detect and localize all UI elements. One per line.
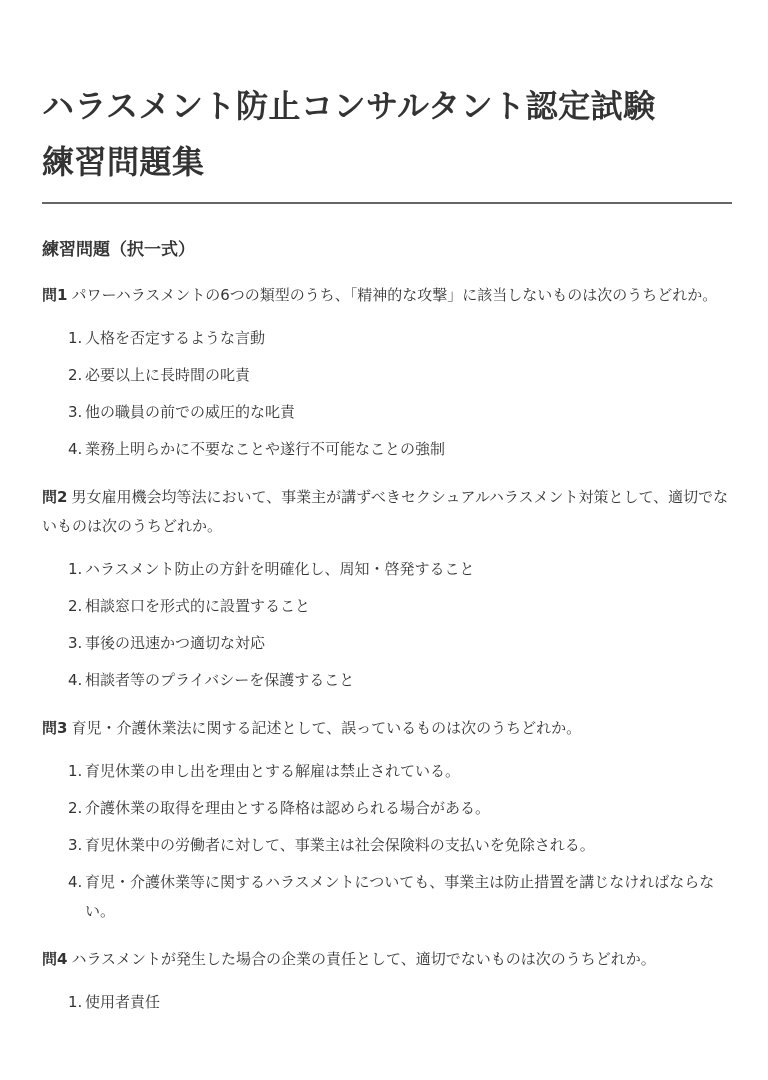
choice-text: 業務上明らかに不要なことや遂行不可能なことの強制 [85,440,446,458]
question-3-text [42,714,732,743]
choice-number: 3. [68,836,83,854]
choice-number: 3. [68,634,83,652]
choice-text: ハラスメント防止の方針を明確化し、周知・啓発すること [85,560,475,578]
question-1-text [42,281,732,310]
question-4 [42,945,732,1017]
question-3-choice-1 [68,757,732,786]
document-title-line-1: ハラスメント防止コンサルタント認定試験 [42,87,656,125]
choice-number: 3. [68,403,83,421]
choice-text: 人格を否定するような言動 [85,329,266,347]
question-3-choice-4 [68,868,732,926]
question-2-body: 男女雇用機会均等法において、事業主が講ずべきセクシュアルハラスメント対策として、適切でないものは次のうちどれか。 [42,488,729,535]
question-4-choices [42,988,732,1017]
choice-number: 1. [68,329,83,347]
choice-number: 4. [68,671,83,689]
choice-text: 相談窓口を形式的に設置すること [85,597,311,615]
question-2-text [42,483,732,541]
section-heading: 練習問題（択一式） [42,240,195,260]
question-3-choice-3 [68,831,732,860]
document-title-line-2: 練習問題集 [42,143,205,181]
question-3 [42,714,732,926]
question-2-choice-2 [68,592,732,621]
choice-number: 1. [68,762,83,780]
question-1-choice-4 [68,435,732,464]
choice-number: 4. [68,440,83,458]
choice-text: 育児休業中の労働者に対して、事業主は社会保険料の支払いを免除される。 [85,836,595,854]
question-4-number: 問4 [42,950,68,968]
choice-text: 事後の迅速かつ適切な対応 [85,634,266,652]
question-2-number: 問2 [42,488,68,506]
question-3-choices [42,757,732,926]
question-2-choices [42,555,732,695]
choice-text: 相談者等のプライバシーを保護すること [85,671,355,689]
choice-number: 1. [68,560,83,578]
choice-text: 必要以上に長時間の叱責 [85,366,251,384]
question-1-choices [42,324,732,464]
choice-number: 2. [68,597,83,615]
question-2-choice-4 [68,666,732,695]
question-1-choice-3 [68,398,732,427]
question-4-choice-1 [68,988,732,1017]
choice-number: 4. [68,873,83,891]
question-2 [42,483,732,695]
choice-text: 使用者責任 [85,993,161,1011]
question-3-number: 問3 [42,719,68,737]
choice-text: 介護休業の取得を理由とする降格は認められる場合がある。 [85,799,491,817]
question-1-body: パワーハラスメントの6つの類型のうち、「精神的な攻撃」に該当しないものは次のうちどれか。 [71,286,718,304]
choice-number: 2. [68,799,83,817]
document-title [42,78,732,190]
choice-text: 育児休業の申し出を理由とする解雇は禁止されている。 [85,762,461,780]
question-1 [42,281,732,464]
question-2-choice-1 [68,555,732,584]
question-3-body: 育児・介護休業法に関する記述として、誤っているものは次のうちどれか。 [71,719,582,737]
title-divider [42,202,732,204]
choice-text: 育児・介護休業等に関するハラスメントについても、事業主は防止措置を講じなければならない。 [85,873,715,920]
question-3-choice-2 [68,794,732,823]
question-1-choice-2 [68,361,732,390]
question-4-text [42,945,732,974]
choice-number: 1. [68,993,83,1011]
choice-text: 他の職員の前での威圧的な叱責 [85,403,296,421]
question-4-body: ハラスメントが発生した場合の企業の責任として、適切でないものは次のうちどれか。 [71,950,656,968]
question-1-choice-1 [68,324,732,353]
choice-number: 2. [68,366,83,384]
question-2-choice-3 [68,629,732,658]
question-1-number: 問1 [42,286,68,304]
